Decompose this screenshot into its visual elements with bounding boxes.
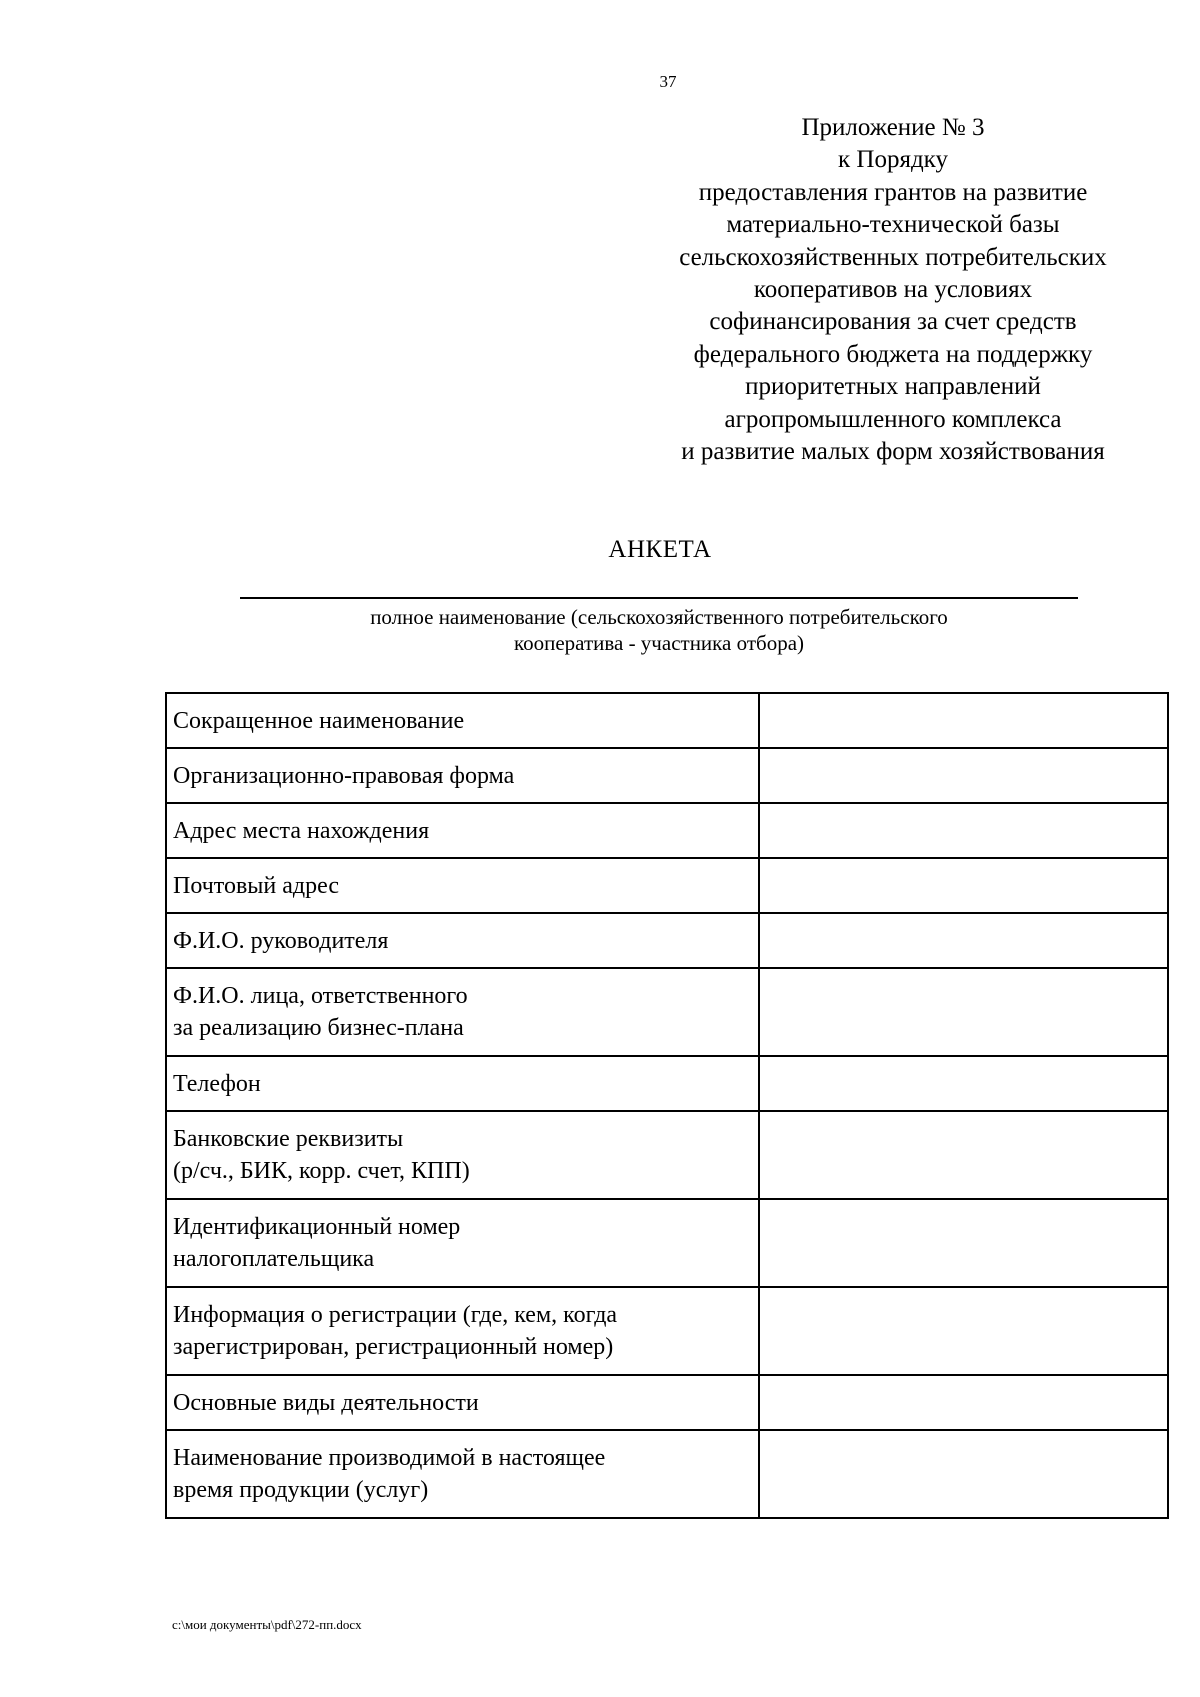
row-label-line: Сокращенное наименование (173, 707, 465, 734)
table-row (166, 858, 1168, 913)
row-label (166, 803, 759, 858)
row-label-line: Информация о регистрации (где, кем, когда (173, 1302, 618, 1328)
row-value-cell[interactable] (759, 858, 1168, 913)
table-row (166, 803, 1168, 858)
row-label-line: Телефон (173, 1070, 261, 1097)
row-value-cell[interactable] (759, 913, 1168, 968)
row-value-cell[interactable] (759, 1375, 1168, 1430)
table-row (166, 1111, 1168, 1199)
appendix-line: предоставления грантов на развитие (698, 178, 1088, 206)
row-label-line: зарегистрирован, регистрационный номер) (173, 1334, 614, 1360)
table-row (166, 1056, 1168, 1111)
table-row (166, 693, 1168, 748)
appendix-line: софинансирования за счет средств (709, 308, 1077, 336)
row-label-line: Ф.И.О. лица, ответственного (173, 983, 468, 1009)
row-value-cell[interactable] (759, 1111, 1168, 1199)
form-title: АНКЕТА (608, 536, 712, 563)
table-row (166, 1375, 1168, 1430)
row-value-cell[interactable] (759, 1287, 1168, 1375)
row-value-cell[interactable] (759, 1056, 1168, 1111)
appendix-line: и развитие малых форм хозяйствования (681, 438, 1105, 466)
row-label (166, 1056, 759, 1111)
row-value-cell[interactable] (759, 968, 1168, 1056)
table-row (166, 748, 1168, 803)
row-label-line: (р/сч., БИК, корр. счет, КПП) (173, 1158, 470, 1184)
appendix-line: материально-технической базы (726, 211, 1060, 239)
appendix-header (618, 112, 1168, 468)
row-label-line: Банковские реквизиты (173, 1126, 404, 1152)
footer-file-path: c:\мои документы\pdf\272-пп.docx (172, 1617, 362, 1632)
row-label-line: Организационно-правовая форма (173, 762, 515, 789)
table-row (166, 1430, 1168, 1518)
row-label-line: время продукции (услуг) (173, 1477, 429, 1503)
row-label (166, 693, 759, 748)
row-label-line: Основные виды деятельности (173, 1389, 479, 1416)
table-row (166, 913, 1168, 968)
full-name-fill-line[interactable] (240, 597, 1078, 599)
row-label-line: Наименование производимой в настоящее (173, 1445, 606, 1471)
appendix-line: приоритетных направлений (745, 373, 1041, 401)
row-label-line: Ф.И.О. руководителя (173, 927, 389, 954)
row-label (166, 1287, 759, 1375)
appendix-line: федерального бюджета на поддержку (693, 340, 1093, 368)
appendix-line: сельскохозяйственных потребительских (679, 243, 1107, 271)
caption-line: полное наименование (сельскохозяйственного потребительского (370, 605, 948, 629)
row-label (166, 858, 759, 913)
row-label-line: за реализацию бизнес-плана (173, 1015, 464, 1041)
page-number: 37 (659, 72, 677, 91)
row-label (166, 1375, 759, 1430)
table-row (166, 1287, 1168, 1375)
caption-line: кооператива - участника отбора) (513, 631, 805, 655)
table-row (166, 1199, 1168, 1287)
row-label (166, 913, 759, 968)
row-label-line: налогоплательщика (173, 1246, 375, 1272)
appendix-line: агропромышленного комплекса (724, 405, 1062, 433)
row-label-line: Почтовый адрес (173, 872, 340, 899)
row-value-cell[interactable] (759, 1430, 1168, 1518)
row-label (166, 748, 759, 803)
appendix-line: к Порядку (838, 146, 948, 174)
row-value-cell[interactable] (759, 748, 1168, 803)
row-label-line: Идентификационный номер (173, 1214, 461, 1240)
row-value-cell[interactable] (759, 693, 1168, 748)
appendix-line: кооперативов на условиях (753, 276, 1033, 304)
row-label (166, 1111, 759, 1199)
appendix-line: Приложение № 3 (801, 114, 985, 141)
full-name-caption (240, 604, 1078, 656)
row-value-cell[interactable] (759, 803, 1168, 858)
row-label (166, 968, 759, 1056)
questionnaire-table (165, 692, 1169, 1519)
row-value-cell[interactable] (759, 1199, 1168, 1287)
table-row (166, 968, 1168, 1056)
row-label (166, 1430, 759, 1518)
row-label (166, 1199, 759, 1287)
row-label-line: Адрес места нахождения (173, 817, 430, 844)
